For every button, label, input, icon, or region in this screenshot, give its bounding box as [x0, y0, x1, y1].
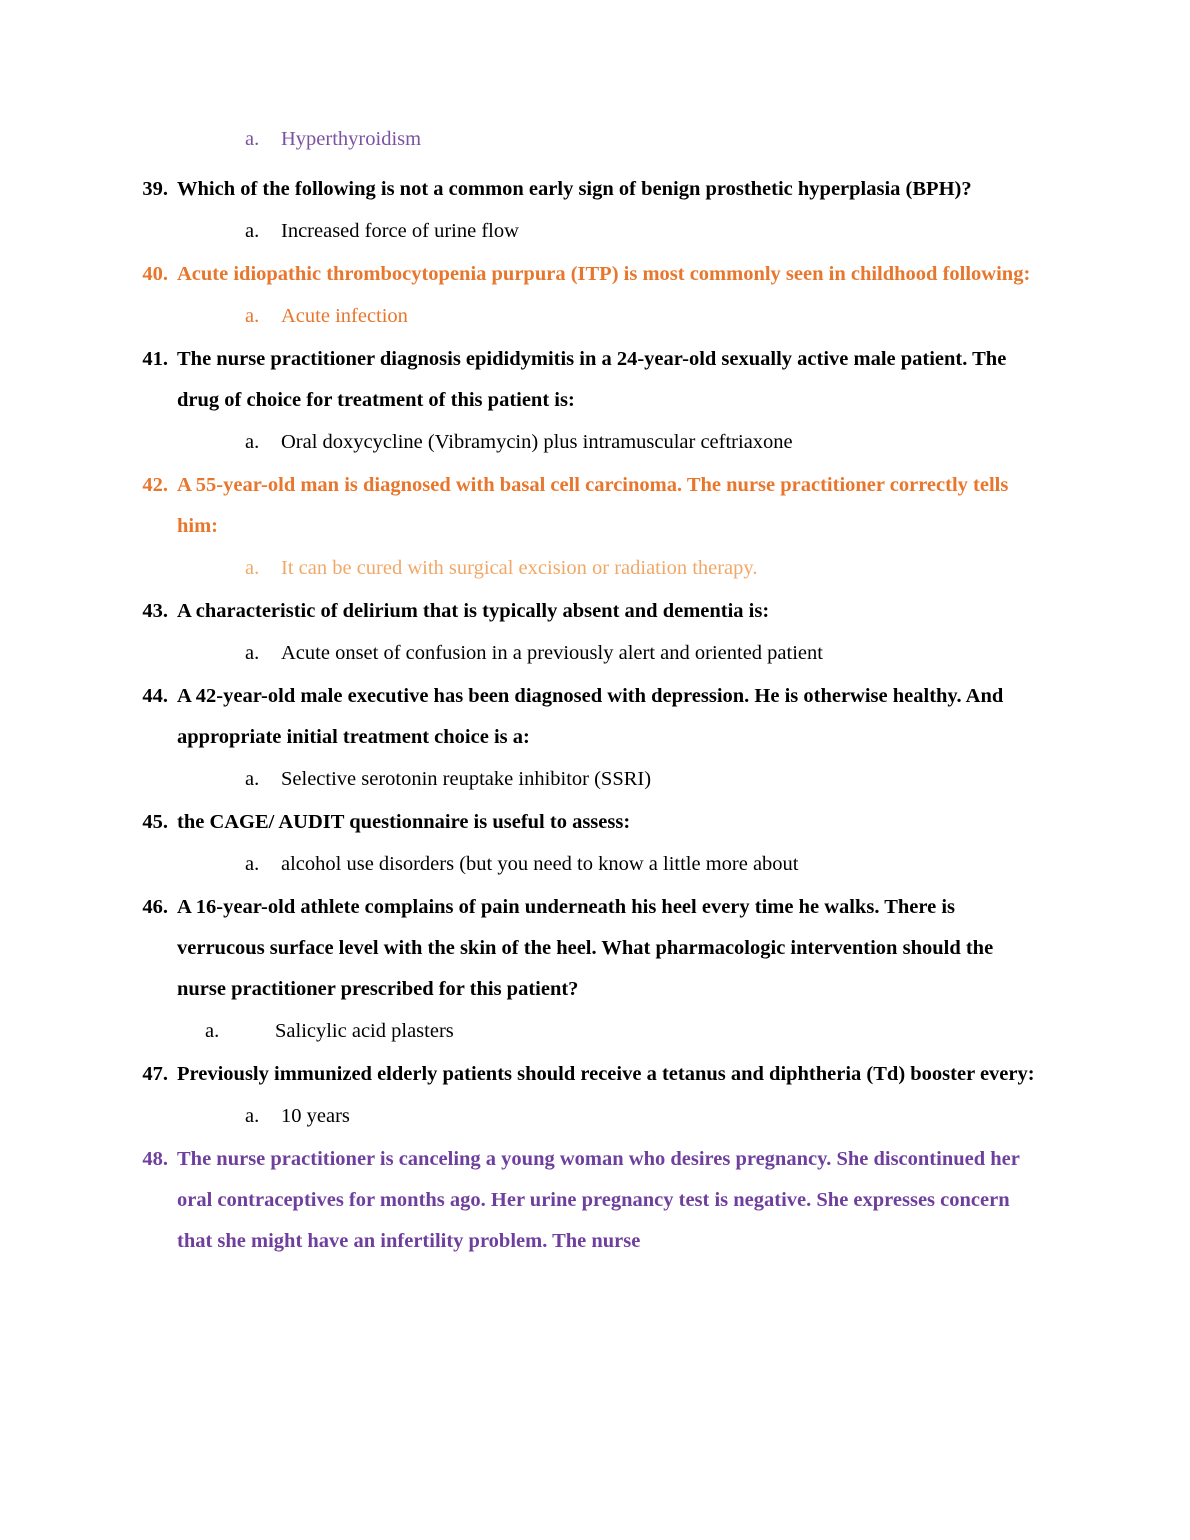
- answer-marker: a.: [245, 304, 260, 327]
- answer-marker: a.: [245, 641, 260, 664]
- question-text: Previously immunized elderly patients should receive a tetanus and diphtheria (Td) booster every:: [177, 1062, 1035, 1085]
- answer-row: [140, 423, 1045, 463]
- question-row: [140, 802, 1045, 843]
- answer-text: Selective serotonin reuptake inhibitor (SSRI): [281, 767, 652, 790]
- question-text: Which of the following is not a common early sign of benign prosthetic hyperplasia (BPH)?: [177, 177, 972, 200]
- question-block: [140, 465, 1045, 589]
- answer-row: [140, 1012, 1045, 1052]
- question-row: [140, 676, 1045, 758]
- answer-marker: a.: [245, 1104, 260, 1127]
- question-text: A 42-year-old male executive has been diagnosed with depression. He is otherwise healthy. And appropriate initial treatment choice is a:: [177, 684, 1004, 748]
- answer-row: [140, 845, 1045, 885]
- answer-marker: a.: [205, 1019, 220, 1042]
- answer-row: [140, 549, 1045, 589]
- question-block: [140, 591, 1045, 674]
- question-row: [140, 169, 1045, 210]
- answer-row: [140, 760, 1045, 800]
- question-block: [140, 169, 1045, 252]
- answer-row: [140, 297, 1045, 337]
- question-number: 39.: [142, 177, 168, 200]
- answer-row: [140, 634, 1045, 674]
- answer-marker: a.: [245, 430, 260, 453]
- question-text: The nurse practitioner is canceling a young woman who desires pregnancy. She discontinued her oral contraceptives for months ago. Her urine pregnancy test is negative. She expresses concern that she might have an infertility problem. The nurse: [177, 1147, 1020, 1252]
- question-number: 48.: [142, 1147, 168, 1170]
- answer-text: Acute onset of confusion in a previously alert and oriented patient: [281, 641, 823, 664]
- question-block: [140, 1139, 1045, 1262]
- question-row: [140, 1139, 1045, 1262]
- question-block: [140, 1054, 1045, 1137]
- answer-text: It can be cured with surgical excision or radiation therapy.: [281, 556, 758, 579]
- question-block: [140, 254, 1045, 337]
- answer-marker: a.: [245, 556, 260, 579]
- question-number: 42.: [142, 473, 168, 496]
- answer-text: Salicylic acid plasters: [275, 1019, 454, 1042]
- question-text: A 55-year-old man is diagnosed with basal cell carcinoma. The nurse practitioner correctly tells him:: [177, 473, 1009, 537]
- answer-text: Oral doxycycline (Vibramycin) plus intramuscular ceftriaxone: [281, 430, 793, 453]
- question-text: A 16-year-old athlete complains of pain underneath his heel every time he walks. There is verrucous surface level with the skin of the heel. What pharmacologic intervention should the nurse practitioner prescribed for this patient?: [177, 895, 994, 1000]
- question-number: 40.: [142, 262, 168, 285]
- question-block: [140, 887, 1045, 1052]
- question-text: Acute idiopathic thrombocytopenia purpura (ITP) is most commonly seen in childhood following:: [177, 262, 1031, 285]
- answer-marker: a.: [245, 767, 260, 790]
- answer-text: Hyperthyroidism: [281, 128, 422, 150]
- answer-marker: a.: [245, 128, 260, 150]
- question-row: [140, 254, 1045, 295]
- answer-marker: a.: [245, 852, 260, 875]
- answer-text: Acute infection: [281, 304, 408, 327]
- question-number: 43.: [142, 599, 168, 622]
- question-row: [140, 1054, 1045, 1095]
- question-block: [140, 676, 1045, 800]
- question-text: the CAGE/ AUDIT questionnaire is useful to assess:: [177, 810, 631, 833]
- answer-row: [140, 1097, 1045, 1137]
- question-block: [140, 802, 1045, 885]
- question-row: [140, 887, 1045, 1010]
- question-number: 44.: [142, 684, 168, 707]
- question-block: [140, 339, 1045, 463]
- answer-row: [140, 212, 1045, 252]
- answer-text: 10 years: [281, 1104, 350, 1127]
- leading-answer: [140, 120, 1045, 159]
- question-list: [140, 169, 1045, 1262]
- answer-text: alcohol use disorders (but you need to know a little more about: [281, 852, 799, 875]
- question-number: 45.: [142, 810, 168, 833]
- question-row: [140, 591, 1045, 632]
- question-row: [140, 339, 1045, 421]
- question-number: 46.: [142, 895, 168, 918]
- question-text: A characteristic of delirium that is typically absent and dementia is:: [177, 599, 770, 622]
- question-text: The nurse practitioner diagnosis epididymitis in a 24-year-old sexually active male patient. The drug of choice for treatment of this patient is:: [177, 347, 1007, 411]
- answer-text: Increased force of urine flow: [281, 219, 519, 242]
- answer-marker: a.: [245, 219, 260, 242]
- question-number: 41.: [142, 347, 168, 370]
- question-row: [140, 465, 1045, 547]
- question-number: 47.: [142, 1062, 168, 1085]
